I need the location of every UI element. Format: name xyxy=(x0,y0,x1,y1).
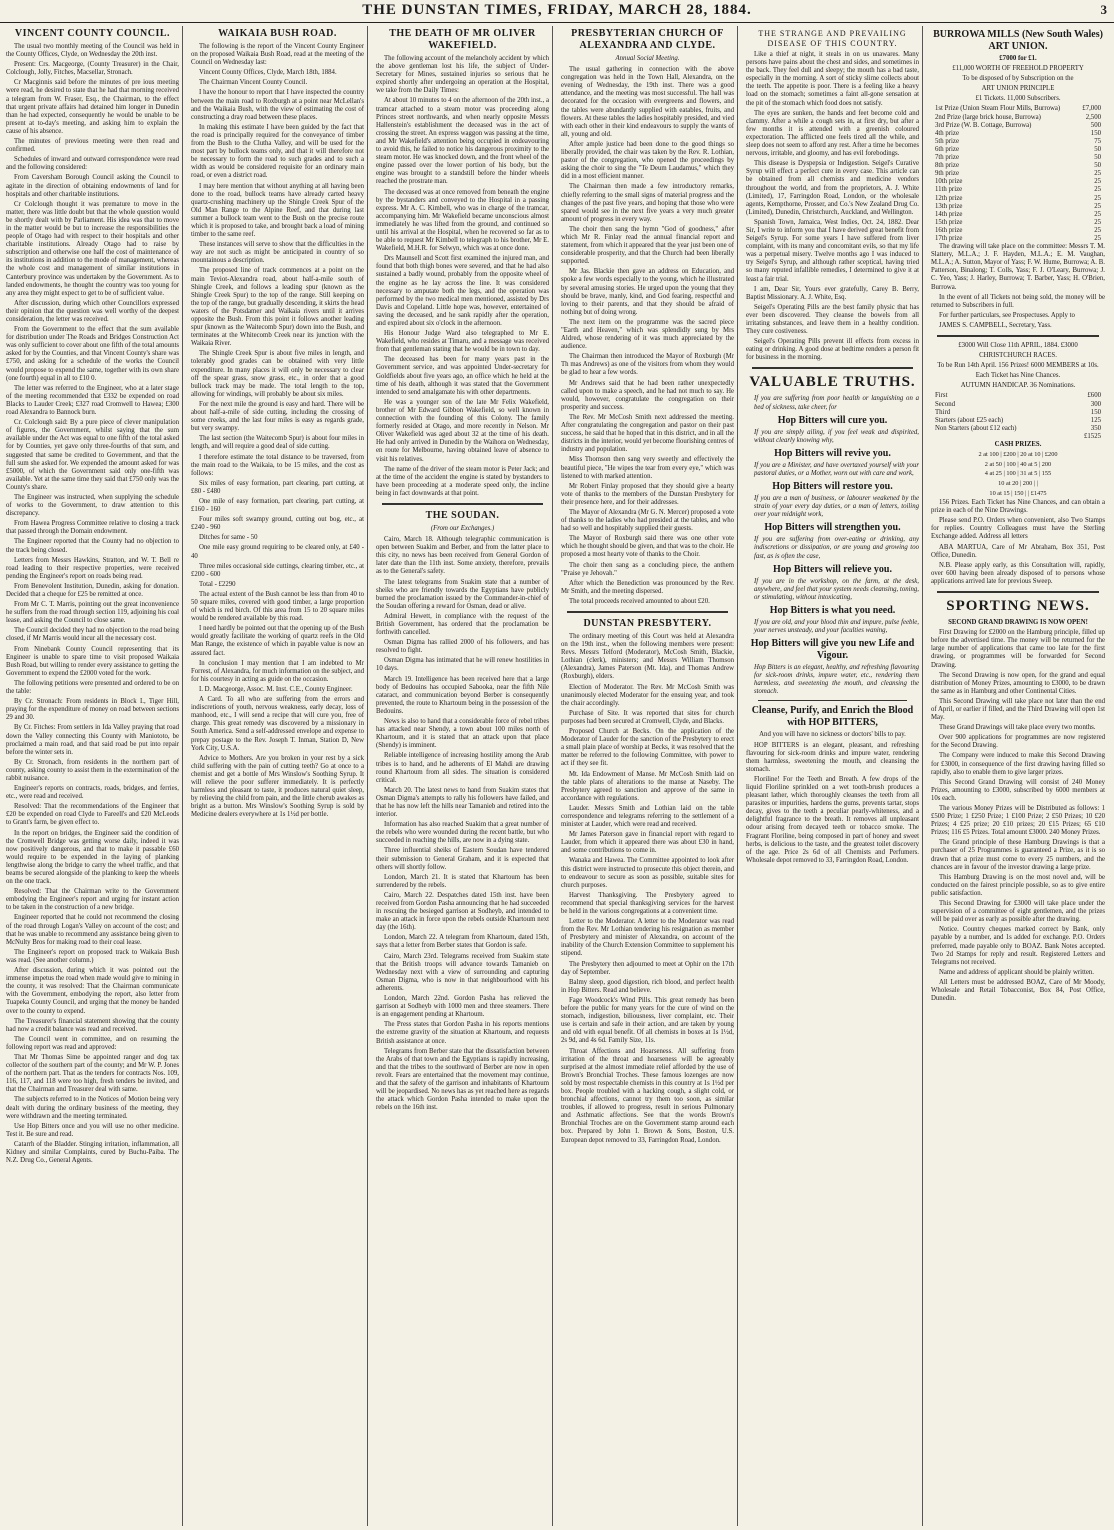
paragraph: In making this estimate I have been guided by the fact that the road is principally required for the conveyance of timber from the Bush to the Clutha Valley, and will be used for the most part by bullock teams only, and that it will therefore not be necessary to form the road to such grades and to such a width as would be considered requisite for an ordinary main road, or even a district road. xyxy=(191,123,364,180)
row-label: 5th prize xyxy=(935,137,959,145)
centered-line: ART UNION PRINCIPLE xyxy=(981,85,1055,93)
paragraph: In the report on bridges, the Engineer said the condition of the Cromwell Bridge was getting worse daily, indeed it was now positively dangerous, and that to make it passable £60 would require to be expended in the laying of planking lengthwise along the bridge to carry the wheel traffic, and that beams be secured alongside of the planking to keep the wheels on the one track. xyxy=(6,829,179,886)
paragraph: Proposed Church at Becks. On the application of the Moderator of Lauder for the sanction of the Presbytery to erect a small plain place of worship at Becks, it was resolved that the matter be referred to the following Committee, with power to act if they see fit. xyxy=(561,728,734,768)
column-2 xyxy=(188,26,368,1526)
paragraph: The Treasurer's financial statement showing that the county had now a credit balance was read and received. xyxy=(6,1017,179,1033)
paragraph: These Grand Drawings will take place every two months. xyxy=(939,724,1096,732)
article-heading: WAIKAIA BUSH ROAD. xyxy=(218,28,337,39)
paragraph: N.B. Please apply early, as this Consultation will, rapidly, over 600 having been already disposed of to persons whose applications arrived late for previous Sweep. xyxy=(931,561,1105,585)
table-row xyxy=(931,203,1105,211)
paragraph: After ample justice had been done to the good things so liberally provided, the chair was taken by the Rev. R. Lothian, pastor of the congregation, who opened the proceedings by asking the choir to sing the "Te Deum Laudamus," which they did in a most efficient manner. xyxy=(561,140,734,181)
table-row xyxy=(931,130,1105,138)
paragraph: The Mayor of Roxburgh said there was one other vote which he thought should be given, and that was to the choir. He proposed a most hearty vote of thanks to the Choir. xyxy=(561,535,734,559)
cash-heading: CASH PRIZES. xyxy=(994,441,1042,449)
paragraph: This disease is Dyspepsia or Indigestion. Seigel's Curative Syrup will effect a perfect cure in every case. This article can be obtained from all chemists and medicine vendors throughout the world, and from the proprietors, A. J. White (Limited), 17, Farringdon Road, London, or the wholesale agents, Kempthorne, Prosser, and Co.'s New Zealand Drug Co. (Limited), Dunedin, Christchurch, Auckland, and Wellington. xyxy=(746,160,919,216)
article-body xyxy=(561,633,734,1145)
paragraph: From Mr C. T. Marris, pointing out the great inconvenience he suffers from the road through section 119, adjoining his coal lease, and asking the Council to close same. xyxy=(6,601,179,625)
advert-heading: VALUABLE TRUTHS. xyxy=(749,374,916,391)
paragraph: The total proceeds received amounted to about £20. xyxy=(569,597,710,605)
centered-line: 10 at 20 | 200 | | xyxy=(998,479,1038,487)
paragraph: Mr Andrews said that he had been rather unexpectedly called upon to make a speech, and he had not much to say. He would, however, congratulate the congregation on their prosperity and success. xyxy=(561,379,734,411)
masthead xyxy=(0,0,1114,23)
paragraph: I have the honour to report that I have inspected the country between the main road to Roxburgh at a point near McLellan's and the Waikaia Bush, with the view of estimating the cost of constructing a dray road between these places. xyxy=(191,89,364,121)
row-value: 25 xyxy=(1094,170,1101,178)
paragraph: The various Money Prizes will be Distributed as follows: 1 £500 Prize; 1 £250 Prize; 1 £100 Prize; 2 £50 Prizes; 10 £20 Prizes; 4 £25 prize; 20 £10 prizes; 20 £15 Prizes; 65 £10 Prizes; 116 £5 Prizes. Total amount £3000. 240 Money Prizes. xyxy=(931,805,1105,837)
page-number: 3 xyxy=(1100,2,1108,17)
paragraph: The Engineer was instructed, when supplying the schedule of works to the Government, to draw attention to this discrepancy. xyxy=(6,493,179,518)
row-label: 16th prize xyxy=(935,226,963,234)
row-value: 25 xyxy=(1094,234,1101,242)
row-label: 12th prize xyxy=(935,194,963,202)
paragraph: The choir then sang the hymn "God of goodness," after which Mr R. Finlay read the annual financial report and statement, from which it appeared that the year just been one of considerable prosperity, and that the Church had been liberally supported. xyxy=(561,225,734,266)
row-value: 25 xyxy=(1094,226,1101,234)
paragraph: March 20. The latest news to hand from Suakim states that Osman Digma's attempts to rally his followers have failed, and that he has now left the hills near Tamanieb and retired into the interior. xyxy=(376,786,549,819)
handicap-table xyxy=(931,392,1105,441)
row-label: 3rd Prize (W. B. Cottage, Burrowa) xyxy=(935,121,1032,129)
article-body xyxy=(376,55,549,498)
paragraph: The next item on the programme was the sacred piece "Earth and Heaven," which was splendidly sung by Mrs Aldred, whose rendering of it was much appreciated by the audience. xyxy=(561,318,734,351)
table-row xyxy=(931,219,1105,227)
paragraph: After discussion, during which other Councillors expressed their opinion that the question was well worthy of the deepest consideration, the letter was received. xyxy=(6,299,179,323)
paragraph: Schedules of inward and outward correspondence were read and the following considered: xyxy=(6,156,179,172)
article-subheading: Annual Social Meeting. xyxy=(615,55,680,62)
paragraph: These instances will serve to show that the difficulties in the way are not such as might be anticipated in country of so mountainous a description. xyxy=(191,241,364,265)
divider xyxy=(758,700,907,701)
row-value: 25 xyxy=(1094,178,1101,186)
sweep-body xyxy=(931,499,1105,586)
paragraph: Spanish Town, Jamaica, West Indies, Oct. 24, 1882. Dear Sir, I write to inform you that I have derived great benefit from Seigel's Syrup. For some years I have suffered from liver complaint, with its many and concomitant evils, so that my life was a perpetual misery. Twelve months ago I was induced to try Seigel's Syrup, and although rather sceptical, having tried so many reputed infallible remedies, I determined to give it at least a fair trial. xyxy=(746,218,919,283)
table-row xyxy=(931,425,1105,433)
table-row xyxy=(931,178,1105,186)
centered-line: Each Ticket has Nine Chances. xyxy=(975,372,1061,380)
row-label: 10th prize xyxy=(935,178,963,186)
paragraph: Drs Maunsell and Scott first examined the injured man, and found that both thigh bones were severed, and that he had also sustained a badly wound, probably from the opposite wheel of the engine as he lay across the line. It was considered necessary to amputate both the legs, and the operation was performed by the two medical men mentioned, assisted by Drs Davis and Copeland. Little hope was, however, entertained of saving the deceased, and he sank rapidly after the operation, and expired about six o'clock in the afternoon. xyxy=(376,255,549,327)
paragraph: The Engineer's report on proposed track to Waikaia Bush was read. (See another column.) xyxy=(6,948,179,964)
paragraph: From Hawea Progress Committee relative to closing a track that passed through the Domain endowment. xyxy=(6,520,179,536)
paragraph: JAMES S. CAMPBELL, Secretary, Yass. xyxy=(939,321,1052,329)
paragraph: By Cr. Fitches: From settlers in Ida Valley praying that road down the Valley connecting this County with Maniototo, be proclaimed a main road, and that said road be put into repair before the winter sets in. xyxy=(6,724,179,756)
row-label: Second xyxy=(935,400,956,408)
row-value: 150 xyxy=(1090,408,1101,416)
centered-line: 4 at 25 | 100 | 31 at 5 | 155 xyxy=(984,470,1052,478)
article-body xyxy=(6,43,179,1165)
paragraph: The choir then sang as a concluding piece, the anthem "Praise ye Jehovah." xyxy=(561,561,734,577)
paragraph: From Benevolent Institution, Dunedin, asking for donation. Decided that a cheque for £25 be remitted at once. xyxy=(6,582,179,598)
paragraph: The following is the report of the Vincent County Engineer on the proposed Waikaia Bush Road, read at the meeting of the Council on Wednesday last: xyxy=(191,43,364,67)
paragraph: The ordinary meeting of this Court was held at Alexandra on the 19th inst., when the following members were present: Revs. Messrs Telford (Moderator), McCosh Smith, Blackie, Lothian (clerk), ministers; and Messrs William Thomson (Alexandra), James Paterson (Mt. Ida), and Thomas Andrew (Roxburgh), elders. xyxy=(561,633,734,681)
paragraph: This Second Drawing will take place not later than the end of April, or earlier if filled, and the Third Drawing will open 1st May. xyxy=(931,697,1105,722)
paragraph: After discussion, during which it was pointed out the immense impetus the road when made would give to mining in the county, it was resolved: That the Chairman communicate with the Government, embodying the report, also letter from Tuapeka County Council, and urging that the money be handed over to the county to expend. xyxy=(6,967,179,1015)
paragraph: The minutes of previous meeting were then read and confirmed. xyxy=(6,138,179,154)
paragraph: Six miles of easy formation, part clearing, part cutting, at £80 - £480 xyxy=(191,479,364,495)
table-row xyxy=(931,162,1105,170)
row-label: 4th prize xyxy=(935,129,959,137)
paragraph: Use Hop Bitters once and you will use no other medicine. Test it. Be sure and read. xyxy=(6,1122,179,1138)
row-value: 25 xyxy=(1094,186,1101,194)
centered-line: 10 at 15 | 150 | | £1475 xyxy=(989,489,1047,497)
row-label: 6th prize xyxy=(935,145,959,153)
column-6 xyxy=(928,26,1108,1526)
table-row xyxy=(931,227,1105,235)
paragraph: The Rev. Mr McCosh Smith next addressed the meeting. After congratulating the congregation and pastor on their past success, he said that he hoped that in this district, and in all the districts in the interior, would yet become flourishing centres of industry and population. xyxy=(561,413,735,454)
row-label: 11th prize xyxy=(935,186,963,194)
table-row xyxy=(931,195,1105,203)
table-row xyxy=(931,154,1105,162)
paragraph: The Presbytery then adjourned to meet at Ophir on the 17th day of September. xyxy=(561,960,734,976)
table-row xyxy=(931,417,1105,425)
paragraph: One mile easy ground requiring to be cleared only, at £40 - 40 xyxy=(191,544,364,560)
paragraph: Lauder. Messrs Smith and Lothian laid on the table correspondence and telegrams referring to the settlement of a minister at Lauder, which were read and received. xyxy=(561,804,734,829)
paragraph: The usual two monthly meeting of the Council was held in the County Offices, Clyde, on Wednesday the 20th inst. xyxy=(6,43,179,59)
paragraph: Election of Moderator. The Rev. Mr McCosh Smith was unanimously elected Moderator for the ensuing year, and took the chair accordingly. xyxy=(561,683,734,707)
centered-line: CHRISTCHURCH RACES. xyxy=(979,352,1057,360)
paragraph: Like a thief at night, it steals in on us unawares. Many persons have pains about the chest and sides, and sometimes in the back. They feel dull and sleepy; the mouth has a bad taste, especially in the morning. A sort of sticky slime collects about the teeth. The appetite is poor. There is a feeling like a heavy load on the stomach; sometimes a faint all-gone sensation at the pit of the stomach which food does not satisfy. xyxy=(746,51,919,107)
paragraph: His Honour Judge Ward also telegraphed to Mr E. Wakefield, who resides at Timaru, and a message was received from that gentleman stating that he would be in town to day. xyxy=(376,330,549,354)
art-union-body xyxy=(931,243,1105,330)
paragraph: I. D. Macgeorge, Assoc. M. Inst. C.E., County Engineer. xyxy=(199,685,353,693)
paragraph: From Caversham Borough Council asking the Council to agitate in the direction of obtaining endowments of land for hospitals and other charitable institutions. xyxy=(6,174,179,198)
paragraph: This Second Drawing for £3000 will take place under the supervision of a committee of eight gentlemen, and the prizes will be paid over as early as possible after the drawing. xyxy=(931,900,1105,924)
paragraph: Admiral Hewett, in compliance with the request of the British Government, has ordered that the proclamation be forthwith cancelled. xyxy=(376,612,549,637)
art-union-lines xyxy=(931,65,1105,103)
advert-line: If you are old, and your blood thin and impure, pulse feeble, your nerves unsteady, and your faculties waning, xyxy=(754,618,919,634)
row-label: First xyxy=(935,392,948,400)
paragraph: The Press states that Gordon Pasha in his reports mentions the extreme gravity of the situation at Khartoum, and requests British assistance at once. xyxy=(376,1021,549,1045)
paragraph: Name and address of applicant should be plainly written. xyxy=(939,968,1094,976)
paragraph: Cr. Colclough said: By a pure piece of clever manipulation of figures, the Government, whilst saying that the sum available under the Act was equal to one fifth of the total asked for by Counties, yet gave only three-fourths of that sum, and suggested that same be credited to Government, and that the full sum she asked for. We expended the amount asked for was £5000, of which the Government said only one-fifth was available. Yet at the same time they said that £750 only was the County's share. xyxy=(6,419,179,491)
paragraph: The letter was referred to the Engineer, who at a later stage of the meeting recommended that £332 be expended on road Blacks to Lauder Creek; £327 road Cromwell to Hawea; £300 road Alexandra to Bannock burn. xyxy=(6,384,179,417)
paragraph: The Engineer reported that the County had no objection to the track being closed. xyxy=(6,538,179,554)
row-value: 50 xyxy=(1094,145,1101,153)
table-row xyxy=(931,146,1105,154)
advert-line: If you are in the workshop, on the farm, at the desk, anywhere, and feel that your system needs cleansing, toning, or stimulating, without intoxicating, xyxy=(754,577,919,601)
advert-line: If you are simply ailing, if you feel weak and dispirited, without clearly knowing why, xyxy=(754,428,919,444)
paragraph: In conclusion I may mention that I am indebted to Mr Forrest, of Alexandra, for much information on the subject, and for his courtesy in acting as guide on the occasion. xyxy=(191,659,364,683)
paragraph: Cairo, March 18. Although telegraphic communication is open between Suakim and Berber, and from the latter place to this city, no news has been received from General Gordon of later date than the 11th inst. Some anxiety, therefore, prevails as to the General's safety. xyxy=(376,536,549,576)
paragraph: Letter to the Moderator. A letter to the Moderator was read from the Rev. Mr Lothian tendering his resignation as member of Presbytery and minister of Alexandra, on account of the inability of the Church Extension Committee to supplement his stipend. xyxy=(561,918,734,958)
row-label: Non Starters (about £12 each) xyxy=(935,424,1017,432)
column-5 xyxy=(743,26,923,1526)
paragraph: The deceased has been for many years past in the Government service, and was appointed Under-secretary for Goldfields about five years ago, an office which he held at the time of his death, although it was stated that the Government intended to send amalgamate his with other departments. xyxy=(376,356,549,396)
paragraph: Balmy sleep, good digestion, rich blood, and perfect health in Hop Bitters. Read and believe. xyxy=(561,978,734,994)
slogan: Hop Bitters will strengthen you. xyxy=(764,522,901,534)
row-label: 17th prize xyxy=(935,234,963,242)
paragraph: Vincent County Offices, Clyde, March 18th, 1884. xyxy=(199,69,337,77)
paragraph: At about 10 minutes to 4 on the afternoon of the 20th inst., a tramcar attached to a steam motor was proceeding along Princes street northwards, and when nearly opposite Messrs Hallenstein's establishment the deceased was in the act of crossing the street. An express waggon was passing at the time, and Mr Wakefield's attention being occupied in endeavouring to avoid this, he failed to notice his dangerous proximity to the steam motor. He was knocked down, and the front wheel of the engine passed over the lower portion of his body, but the engine was brought to a standstill before the hinder wheels reached the prostrate man. xyxy=(376,97,549,186)
row-value: 50 xyxy=(1094,154,1101,162)
paragraph: The Chairman then introduced the Mayor of Roxburgh (Mr Th mas Andrews) as one of the visitors from whom they would be glad to hear a few words. xyxy=(561,353,734,377)
advert-line: If you are suffering from poor health or languishing on a bed of sickness, take cheer, for xyxy=(754,395,919,411)
row-label: 15th prize xyxy=(935,218,963,226)
paragraph: That Mr Thomas Sime be appointed ranger and dog tax collector of the southern part of the county; and Mr W. P. Jones of the northern part. That as the tenders for contracts Nos. 109, 116, 117, and 118 were too high, fresh tenders be invited, and that the Chairman and Treasurer deal with same. xyxy=(6,1053,179,1094)
divider xyxy=(382,503,543,505)
advert-subheading: And you will have no sickness or doctors' bills to pay. xyxy=(759,731,906,739)
paragraph: The following petitions were presented and ordered to be on the table: xyxy=(6,679,179,696)
paragraph: Catarrh of the Bladder. Stinging irritation, inflammation, all Kidney and similar Complaints, cured by Buchu-Paiba. The N.Z. Drug Co., General Agents. xyxy=(6,1140,179,1165)
centered-line: AUTUMN HANDICAP. 36 Nominations. xyxy=(960,382,1076,390)
row-value: 2,500 xyxy=(1085,113,1101,121)
paragraph: The proposed line of track commences at a point on the main Teviot-Alexandra road, about half-a-mile south of Shingle Creek, and follows a leading spur (known as the Shingle Creek Spur) to the top of the range. Still keeping on the top of the range, but gradually descending, it skirts the head waters of the Potsdamer and Waikaia rivers until it arrives opposite the Bush. From this point it follows another leading spur (known as the Waitecomb Spur) down into the Bush, and terminates at the Whitecomb Creek near its junction with the Waikaia River. xyxy=(191,267,364,348)
row-value: £7,000 xyxy=(1082,105,1101,113)
paragraph: A Card. To all who are suffering from the errors and indiscretions of youth, nervous weakness, early decay, loss of manhood, etc., I will send a recipe that will cure you, free of charge. This great remedy was discovered by a missionary in South America. Send a self-addressed envelope and expense to prepay postage to the Rev. Joseph T. Inman, Station D, New York City, U.S.A. xyxy=(191,696,364,752)
paragraph: This Second Grand Drawing will consist of 240 Money Prizes, amounting to £3000, subscribed by 6000 members at 10s each. xyxy=(931,778,1105,802)
paragraph: Please send P.O. Orders when convenient, also Two Stamps for replies. Country Colleagues must have the Sterling Exchange added. Address all letters xyxy=(931,517,1105,541)
paragraph: Cairo, March 22. Despatches dated 15th inst. have been received from Gordon Pasha announcing that he had succeeded in rescuing the besieged garrison at Sodheyb, and intended to make an attack in force upon the rebels outside Khartoum next day (the 16th). xyxy=(376,891,549,932)
slogan: Hop Bitters will give you new Life and Vigour. xyxy=(750,638,915,662)
row-label: 9th prize xyxy=(935,170,959,178)
table-row xyxy=(931,170,1105,178)
slogan: Hop Bitters will relieve you. xyxy=(773,563,892,575)
advert-body xyxy=(746,742,919,865)
paragraph: The following account of the melancholy accident by which the above gentleman lost his life, the subject of Under-Secretary for Mines, sustained injuries so serious that he expired shortly after undergoing an operation at the Hospital, we take from the Daily Times: xyxy=(376,55,549,95)
advert-body xyxy=(746,395,919,696)
paragraph: I need hardly be pointed out that the opening up of the Bush would greatly facilitate the working of quartz reefs in the Old Man Range, the existence of which in payable value is now an assured fact. xyxy=(191,625,364,657)
advert-line: If you are a Minister, and have overtaxed yourself with your pastoral duties, or a Mother, worn out with care and work, xyxy=(754,461,919,477)
paragraph: London, March 22nd. Gordon Pasha has relieved the garrison at Sodheyb with 1000 men and three steamers. There is an engagement pending at Khartoum. xyxy=(376,995,549,1019)
paragraph: By Cr. Stronach: From residents in Block I., Tiger Hill, praying for the expenditure of money on road between sections 29 and 30. xyxy=(6,698,179,722)
paragraph: Seigel's Operating Pills are the best family physic that has ever been discovered. They cleanse the bowels from all irritating substances, and leave them in a healthy condition. They cure costiveness. xyxy=(746,303,919,336)
paragraph: Reliable intelligence of increasing hostility among the Arab tribes is to hand, and he adherents of El Mahdi are drawing round Khartoum from all sides. The situation is considered critical. xyxy=(376,752,549,784)
paragraph: Resolved: That the Chairman write to the Government embodying the Engineer's report and urging for instant action to be taken in the construction of a new bridge. xyxy=(6,888,179,912)
table-row xyxy=(931,409,1105,417)
article-heading: THE DEATH OF MR OLIVER WAKEFIELD. xyxy=(389,28,536,51)
row-value: 300 xyxy=(1090,400,1101,408)
paragraph: The eyes are sunken, the hands and feet become cold and clammy. After a while a cough sets in, at first dry, but after a few months it is attended with a greenish coloured expectoration. The afflicted one feels tired all the while, and sleep does not seem to afford any rest. After a time he becomes nervous, irritable, and gloomy, and has evil forebodings. xyxy=(746,109,919,158)
article-heading: THE STRANGE AND PREVAILING DISEASE OF THIS COUNTRY. xyxy=(758,29,907,48)
paragraph: The Second Drawing is now open, for the grand and equal distribution of Money Prizes, amounting to £3000, to be drawn the same as in Hamburg and other Continental Cities. xyxy=(931,671,1105,695)
paragraph: The Chairman then made a few introductory remarks, chiefly referring to the small signs of material progress and the changes of the past five years, and hoping that those who were spared would see in the next five years a very much greater amount of progress in every way. xyxy=(561,183,734,223)
row-value: 350 xyxy=(1090,424,1101,432)
row-label: 7th prize xyxy=(935,154,959,162)
sporting-subheading: SECOND GRAND DRAWING IS NOW OPEN! xyxy=(948,619,1088,627)
table-row xyxy=(931,114,1105,122)
column-4 xyxy=(558,26,738,1526)
paragraph: The deceased was at once removed from beneath the engine by the bystanders and conveyed to the Hospital in a passing express. Mr A. C. Kimbell, who was in charge of the tramcar, accompanying him. Mr Wakefield became unconscious almost immediately he was lifted from the ground, and continued so until his arrival at the Hospital, when he recovered so far as to be able to request Mr Kimbell to telegraph to his brother, Mr E. Wakefield, M.H.R. for Selwyn, which was at once done. xyxy=(376,188,549,253)
article-body xyxy=(376,536,549,1112)
table-row xyxy=(931,211,1105,219)
row-value: 75 xyxy=(1094,137,1101,145)
paragraph: The Council decided they had no objection to the road being closed, if Mr Marris would incur all the necessary cost. xyxy=(6,627,179,643)
paragraph: The Chairman Vincent County Council. xyxy=(199,79,308,87)
sporting-heading: SPORTING NEWS. xyxy=(946,598,1090,615)
paragraph: I am, Dear Sir, Yours ever gratefully, Carey B. Berry, Baptist Missionary. A. J. White, Esq. xyxy=(746,285,919,301)
paragraph: Mt. Ida Endowment of Manse. Mr McCosh Smith laid on the table plans of alterations to the manse at Naseby. The Presbytery agreed to sanction and approve of the same in accordance with regulations. xyxy=(561,770,734,802)
paragraph: March 19. Intelligence has been received here that a large body of Bedouins has occupied Sabooka, near the fifth Nile cataract, and communication beyond Berber is consequently prevented, the route to Khartoum being in the possession of the Bedouins. xyxy=(376,675,549,715)
paragraph: Over 900 applications for programmes are now registered for the Second Drawing. xyxy=(931,734,1105,750)
paragraph: Four miles soft swampy ground, cutting out bog, etc., at £240 - 960 xyxy=(191,516,364,532)
paragraph: From Ninebank County Council representing that its Engineer is unable to spare time to visit proposed Waikaia Bush Road, but willing to render every assistance to getting the Government to expend the £2000 voted for the work. xyxy=(6,645,179,677)
slogan: Hop Bitters will restore you. xyxy=(772,481,893,493)
paragraph: Mr Robert Finlay proposed that they should give a hearty vote of thanks to the members of the Dunstan Presbytery for their presence here, and for their addresses. xyxy=(561,482,734,506)
article-heading: PRESBYTERIAN CHURCH OF ALEXANDRA AND CLYDE. xyxy=(571,28,724,51)
paragraph: The name of the driver of the steam motor is Peter Jack; and at the time of the accident the engine is stated by bystanders to have been proceeding at a moderate speed only, the incline being in fact downwards at that point. xyxy=(376,465,549,497)
row-value: 150 xyxy=(1090,129,1101,137)
advert-line: If you are a man of business, or labourer weakened by the strain of your every day duties, or a man of letters, toiling over your midnight work, xyxy=(754,495,919,519)
article-heading: THE SOUDAN. xyxy=(425,509,500,521)
slogan: Hop Bitters will cure you. xyxy=(777,414,888,426)
columns xyxy=(3,26,1111,1526)
paragraph: I may here mention that without anything at all having been done to the road, bullock teams have already carted heavy quartz-crushing machinery up the Shingle Creek Spur of the Old Man Range to the Alpine Reef, and that during last summer a bullock team went to the Bush on the precise route which it is proposed to take, and brought back a load of mining timber to the same reef. xyxy=(191,182,364,239)
paragraph: Throat Affections and Hoarseness. All suffering from irritation of the throat and hoarseness will be agreeably surprised at the almost immediate relief afforded by the use of Brown's Bronchial Troches. These famous lozenges are now sold by most respectable chemists in this country at 1s 1½d per box. People troubled with a hacking cough, a slight cold, or bronchial affections, cannot try them too soon, as similar troubles, if allowed to progress, result in serious Pulmonary and Asthmatic affections. See that the words Brown's Bronchial Troches are on the Government stamp around each box. Prepared by John I. Brown & Sons, Boston, U.S. European depot removed to 33, Farringdon Road, London. xyxy=(561,1047,734,1144)
row-value: 25 xyxy=(1094,202,1101,210)
paragraph: The Company were induced to make this Second Drawing for £3000, in consequence of the first drawing having filled so rapidly, also to enable them to give larger prizes. xyxy=(931,752,1105,776)
paragraph: Seigel's Operating Pills prevent ill effects from excess in eating or drinking. A good dose at bedtime renders a person fit for business in the morning. xyxy=(746,338,919,362)
table-row xyxy=(931,122,1105,130)
sweep-lines xyxy=(931,342,1105,390)
paragraph: After which the Benediction was pronounced by the Rev. Mr Smith, and the meeting dispersed. xyxy=(561,579,734,595)
table-row xyxy=(931,401,1105,409)
paragraph: Wanaka and Hawea. The Committee appointed to look after this district were instructed to prosecute this object therein, and to endeavour to secure as soon as possible, suitable sites for church purposes. xyxy=(561,857,734,889)
paragraph: The Shingle Creek Spur is about five miles in length, and tolerably good grades can be obtained with very little expenditure. In many places it will only be necessary to clear off the spear grass, snow grass, etc., in order that a good bullock track may be made. The total length to the top, allowing for windings, will probably be about six miles. xyxy=(191,350,364,398)
paragraph: Osman Digma has intimated that he will renew hostilities in 10 days. xyxy=(376,657,549,673)
paragraph: Mr James Paterson gave in financial report with regard to Lauder, from which it appeared there was about £30 in hand, and some contributions to come in. xyxy=(561,831,734,855)
paragraph: Engineer reported that he could not recommend the closing of the road through Logan's Valley on account of the cost; and that he was unable to recommend any assistance being given to McNulty Bros for making road to their coal lease. xyxy=(6,914,179,946)
row-value: £600 xyxy=(1087,392,1101,400)
paragraph: The Mayor of Alexandra (Mr G. N. Mercer) proposed a vote of thanks to the ladies who had presided at the tables, and who had so well and hospitably supplied their guests. xyxy=(561,508,734,533)
row-label: 8th prize xyxy=(935,162,959,170)
table-row xyxy=(931,105,1105,113)
paragraph: For the next mile the ground is easy and hard. There will be about half-a-mile of side cutting, including the crossing of some creeks, and the last four miles is easy as regards grade, but very swampy. xyxy=(191,400,364,433)
row-label: 14th prize xyxy=(935,210,963,218)
table-row xyxy=(931,186,1105,194)
article-heading: VINCENT COUNTY COUNCIL. xyxy=(14,28,171,39)
advert-heading: Cleanse, Purify, and Enrich the Blood with HOP BITTERS, xyxy=(751,705,914,729)
newspaper-title: THE DUNSTAN TIMES, FRIDAY, MARCH 28, 1884. xyxy=(362,2,752,18)
table-row xyxy=(931,392,1105,400)
centered-line: 2 at 50 | 100 | 40 at 5 | 200 xyxy=(984,460,1052,468)
divider xyxy=(937,591,1099,593)
paragraph: In the event of all Tickets not being sold, the money will be returned to Subscribers in full. xyxy=(931,293,1105,309)
paragraph: All Letters must be addressed BOAZ, Care of Mr Moody, Wholesale and Retail Tobacconist, Box 84, Post Office, Dunedin. xyxy=(931,978,1105,1003)
paragraph: Ditches for same - 50 xyxy=(199,534,258,542)
paragraph: The drawing will take place on the committee: Messrs T. M. Slattery, M.L.A.; J. F. Hayden, M.L.A.; E. M. Vaughan, M.L.A.; A. Sutton, Mayor of Yass; F. W. Hume, Burrowa; A. B. Patterson, Binalong; T. Colls, Yass; F. J. O'Leary, Burrowa; J. C. Yeo, Yass; J. Harley, Burrowa; T. Barber, Yass; H. O'Brien, Burrowa. xyxy=(931,243,1105,291)
paragraph: Resolved: That the recommendations of the Engineer that £20 be expended on road Clyde to Fareell's and £20 McLeods to Grant's farm, be given effect to. xyxy=(6,803,179,827)
paragraph: Cairo, March 23rd. Telegrams received from Suakim state that the British troops will advance towards Tamanieb on Wednesday next with a view of surrounding and capturing Osman Digma, who is now in that neighbourhood with his adherents. xyxy=(376,952,549,992)
paragraph: The latest telegrams from Suakim state that a number of sheiks who are friendly towards the Egyptians have publicly burned the proclamation issued by the Commander-in-chief of the Soudan offering a reward for Osman, dead or alive. xyxy=(376,578,549,610)
row-value: 25 xyxy=(1094,218,1101,226)
paragraph: Total - £2290 xyxy=(199,580,236,588)
slogan: Hop Bitters is what you need. xyxy=(769,604,896,616)
centered-line: To be disposed of by Subscription on the xyxy=(962,75,1074,83)
paragraph: Present: Crs. Macgeorge, (County Treasurer) in the Chair, Colclough, Jolly, Fitches, Macsellar, Stronach. xyxy=(6,61,179,77)
advert-line: Hop Bitters is an elegant, healthy, and refreshing flavouring for sick-room drinks, impure water, etc., rendering them harmless, and sweetening the mouth, and cleansing the stomach. xyxy=(754,664,919,696)
row-value: £1525 xyxy=(1084,432,1101,440)
divider xyxy=(937,335,1099,337)
row-value: 50 xyxy=(1094,162,1101,170)
centered-line: £1 Tickets. 11,000 Subscribers. xyxy=(975,95,1061,103)
paragraph: One mile of easy formation, part clearing, part cutting, at £160 - 160 xyxy=(191,497,364,514)
paragraph: Notice. Country cheques marked correct by Bank, only payable by a number, and 1s added for exchange. P.O. Orders preferred, made payable only to BOAZ. Bank Notes accepted. Two 2d Stamps for reply and result. Registered Letters and Telegrams not received. xyxy=(931,926,1105,966)
table-row xyxy=(931,235,1105,243)
art-union-title: BURROWA MILLS (New South Wales) ART UNION. xyxy=(933,29,1103,52)
row-label: Third xyxy=(935,408,951,416)
paragraph: Harvest Thanksgiving. The Presbytery agreed to recommend that special thanksgiving services for the harvest be held in the various congregations at a convenient time. xyxy=(561,891,734,915)
column-3 xyxy=(373,26,553,1526)
paragraph: The actual extent of the Bush cannot be less than from 40 to 50 square miles, covered with good timber, a large proportion of which is red birch. Of this area from 15 to 20 square miles would be rendered available by this road. xyxy=(191,590,364,623)
row-label: 13th prize xyxy=(935,202,963,210)
paragraph: The last section (the Waitecomb Spur) is about four miles in length, and will require a good deal of side cutting. xyxy=(191,435,364,451)
paragraph: Cr Colclough thought it was premature to move in the matter, there was little doubt but that the whole question would be shortly dealt with by Parliament. His idea was that to move in the matter would be but to increase the responsibilities the people of Otago had with respect to their hospitals and other charitable institutions. Already Otago had to raise by subscription and otherwise one half the cost of maintenance of its institutions in addition to the mode of management, whereas the whole cost and management of similar institutions in Canterbury province was undertaken by the Government. As to landed endowments, he thought the country was too young for any area they might expect to get to be of sufficient value. xyxy=(6,200,179,297)
slogan: Hop Bitters will revive you. xyxy=(774,447,891,459)
divider xyxy=(567,611,728,613)
centered-line: To be Run 14th April. 156 Prizes! 6000 MEMBERS at 10s. xyxy=(937,362,1099,370)
paragraph: Osman Digma has rallied 2000 of his followers, and has resolved to fight. xyxy=(376,639,549,655)
article-heading: DUNSTAN PRESBYTERY. xyxy=(583,618,712,629)
paragraph: Cr Macginnis said before the minutes of pre ious meeting were read, he desired to state that he had that morning received a telegram from W. Fraser, Esq., the Chairman, to the effect that urgent private affairs had detained him longer in Dunedin than he had expected, consequently he would be unable to be present at to-day's meeting, and asking him to explain the cause of his absence. xyxy=(6,79,179,135)
paragraph: 156 Prizes. Each Ticket has Nine Chances, and can obtain a prize in each of the Nine Drawings. xyxy=(931,499,1105,515)
paragraph: I therefore estimate the total distance to be traversed, from the main road to the Waikaia, to be 15 miles, and the cost as follows: xyxy=(191,453,364,477)
paragraph: The subjects referred to in the Notices of Motion being very dealt with during the ordinary business of the meeting, they were withdrawn and the meeting terminated. xyxy=(6,1096,179,1120)
paragraph: The Grand principle of these Hamburg Drawings is that a purchaser of 25 Programmes is guaranteed a Prize, as it is so drawn that a prize must come to every 25 numbers, and the chances are in favour of the investor drawing a large prize. xyxy=(931,839,1105,871)
paragraph: Fage Woodcock's Wind Pills. This great remedy has been before the public for many years for the cure of wind on the stomach, indigestion, biliousness, liver complaint, etc. Their use is certain and safe in their action, and are taken by young and old with equal benefit. Of all chemists in boxes at 1s 1½d, 2s 9d, and 4s 6d. Family Size, 11s. xyxy=(561,996,734,1045)
row-value: 500 xyxy=(1090,121,1101,129)
paragraph: London, March 22. A telegram from Khartoum, dated 15th, says that a letter from Berber states that Gordon is safe. xyxy=(376,934,549,950)
paragraph: London, March 21. It is stated that Khartoum has been surrendered by the rebels. xyxy=(376,873,549,889)
paragraph: ABA MARTUA, Care of Mr Abraham, Box 351, Post Office, Dunedin. xyxy=(931,543,1105,559)
article-body xyxy=(561,66,734,606)
row-value: 25 xyxy=(1094,210,1101,218)
paragraph: Advice to Mothers. Are you broken in your rest by a sick child suffering with the pain of cutting teeth? Go at once to a chemist and get a bottle of Mrs Winslow's Soothing Syrup. It will relieve the poor sufferer immediately. It is perfectly harmless and pleasant to taste, it produces natural quiet sleep, by relieving the child from pain, and the little cherub awakes as bright as a button. Mrs Winslow's Soothing Syrup is sold by Medicine dealers everywhere at 1s 1½d per bottle. xyxy=(191,754,364,819)
paragraph: First Drawing for £2000 on the Hamburg principle, filled up before the advertised time. The money will be returned for the large number of applications that came too late for the first drawing, or programmes will be forwarded for Second Drawing. xyxy=(931,629,1105,669)
cash-lines xyxy=(931,451,1105,497)
art-union-value: £7000 for £1. xyxy=(999,55,1037,62)
table-row xyxy=(931,433,1105,441)
paragraph: Three miles occasional side cuttings, clearing timber, etc., at £200 - 600 xyxy=(191,562,364,578)
paragraph: Information has also reached Suakim that a great number of the rebels who were wounded during the recent battle, but who succeeded in reaching the hills, are now in a dying state. xyxy=(376,821,549,845)
paragraph: This Hamburg Drawing is on the most novel and, will be conducted on the fairest principle possible, so as to give entire public satisfaction. xyxy=(931,873,1105,897)
paragraph: Floriline! For the Teeth and Breath. A few drops of the liquid Floriline sprinkled on a wet tooth-brush produces a pleasant lather, which thoroughly cleanses the teeth from all parasites or impurities, hardens the gums, prevents tartar, stops decay, gives to the teeth a peculiar pearly-whiteness, and a delightful fragrance to the breath. It removes all unpleasant odour arising from decayed teeth or tobacco smoke. The Fragrant Floriline, being composed in part of honey and sweet herbs, is delicious to the taste, and the greatest toilet discovery of the age. Price 2s 6d of all Chemists and Perfumers. Wholesale depot removed to 33, Farringdon Road, London. xyxy=(746,775,919,864)
paragraph: He was a younger son of the late Mr Felix Wakefield, brother of Mr Edward Gibbon Wakefield, so well known in connection with the founding of this Colony. The family formerly resided at Otago, and more recently in Nelson. Mr Oliver Wakefield was aged about 32 at the time of his death. He had only arrived in Dunedin by the Waihora on Wednesday, en route for Melbourne, having obtained leave of absence to visit his relatives. xyxy=(376,398,549,463)
table-row xyxy=(931,138,1105,146)
paragraph: Purchase of Site. It was reported that sites for church purposes had been secured at Cromwell, Clyde, and Blacks. xyxy=(561,709,734,725)
article-subheading: (From our Exchanges.) xyxy=(430,524,495,532)
paragraph: Letters from Messrs Hawkins, Stratton, and W. T. Bell re road leading to their respective properties, were received pending the Engineer's report on roads being read. xyxy=(6,556,179,580)
column-1 xyxy=(3,26,183,1526)
paragraph: HOP BITTERS is an elegant, pleasant, and refreshing flavouring for sick-room drinks and impure water, rendering them harmless, sweetening the mouth, and cleansing the stomach. xyxy=(746,741,919,773)
paragraph: From the Government to the effect that the sum available for distribution under The Roads and Bridges Construction Act was only sufficient to cover about one fifth of the total amounts asked for by the Counties, and that Vincent County's share was £750, and asking for a schedule of the works the Council would propose to expend the same, together with its own share (one fourth) equal in all to £10 0. xyxy=(6,326,179,382)
paragraph: Miss Thomson then sang very sweetly and effectively the beautiful piece, "He wipes the tear from every eye," which was listened to with marked attention. xyxy=(561,456,734,480)
article-body xyxy=(746,51,919,362)
paragraph: Mr Jas. Blackie then gave an address on Education, and spoke a few words especially to the young, which he illustrated by several amusing stories. He urged upon the young that they should be brave, manly, kind, and God fearing, respectful and loving to their parents, and that they should be afraid of nothing but of doing wrong. xyxy=(561,268,734,316)
divider xyxy=(752,367,913,369)
row-label: 2nd Prize (large brick house, Burrowa) xyxy=(935,113,1041,121)
advert-line: If you are suffering from over-eating or drinking, any indiscretions or dissipation, or are young and growing too fast, as is often the case, xyxy=(754,536,919,560)
row-value: 25 xyxy=(1094,194,1101,202)
prize-table xyxy=(931,105,1105,243)
paragraph: Telegrams from Berber state that the dissatisfaction between the Arabs of that town and the Egyptians is rapidly increasing, and that the tribes to the southward of Berber are now in open revolt. Fears are entertained that the movement may continue, and that the safety of the garrison and inhabitants of Khartoum will be jeopardised. No news has as yet reached here as regards the attack which Gordon Pasha intended to make upon the rebels on the 16th inst. xyxy=(376,1047,549,1112)
centered-line: £3000 Will Close 11th APRIL, 1884. £3000 xyxy=(958,342,1078,349)
centered-line: 2 at 100 | £200 | 20 at 10 | £200 xyxy=(978,451,1058,459)
centered-line: £11,000 WORTH OF FREEHOLD PROPERTY xyxy=(952,65,1084,73)
paragraph: By Cr. Stronach, from residents in the northern part of county, asking county to assist them in the extermination of the rabbit nuisance. xyxy=(6,758,179,782)
paragraph: Three influential sheiks of Eastern Soudan have tendered their submission to General Graham, and it is expected that others will shortly follow. xyxy=(376,847,549,871)
paragraph: News is also to hand that a considerable force of rebel tribes has attacked near Shendy, a town about 100 miles north of Khartoum, and it is stated that an attack upon that place (Shendy) is imminent. xyxy=(376,718,549,750)
paragraph: The Council went in committee, and on resuming the following report was read and approved: xyxy=(6,1035,179,1051)
row-label: 1st Prize (Union Steam Flour Mills, Burrowa) xyxy=(935,105,1061,113)
row-label: Starters (about £25 each) xyxy=(935,416,1004,424)
article-body xyxy=(191,43,364,819)
paragraph: Engineer's reports on contracts, roads, bridges, and ferries, etc., were read and received. xyxy=(6,785,179,801)
row-value: 125 xyxy=(1090,416,1101,424)
paragraph: For further particulars, see Prospectuses. Apply to xyxy=(939,311,1075,319)
paragraph: The usual gathering in connection with the above congregation was held in the Town Hall, Alexandra, on the evening of Wednesday, the 19th inst. There was a good attendance, and the meeting was most successful. The hall was decorated for the occasion with evergreens and flowers, and the tables were abundantly supplied with eatables, fruits, and flowers. At these tables the ladies hospitably presided, and vied with each other in their kind endeavours to supply the wants of all, young and old. xyxy=(561,66,734,138)
sporting-body xyxy=(931,629,1105,1003)
